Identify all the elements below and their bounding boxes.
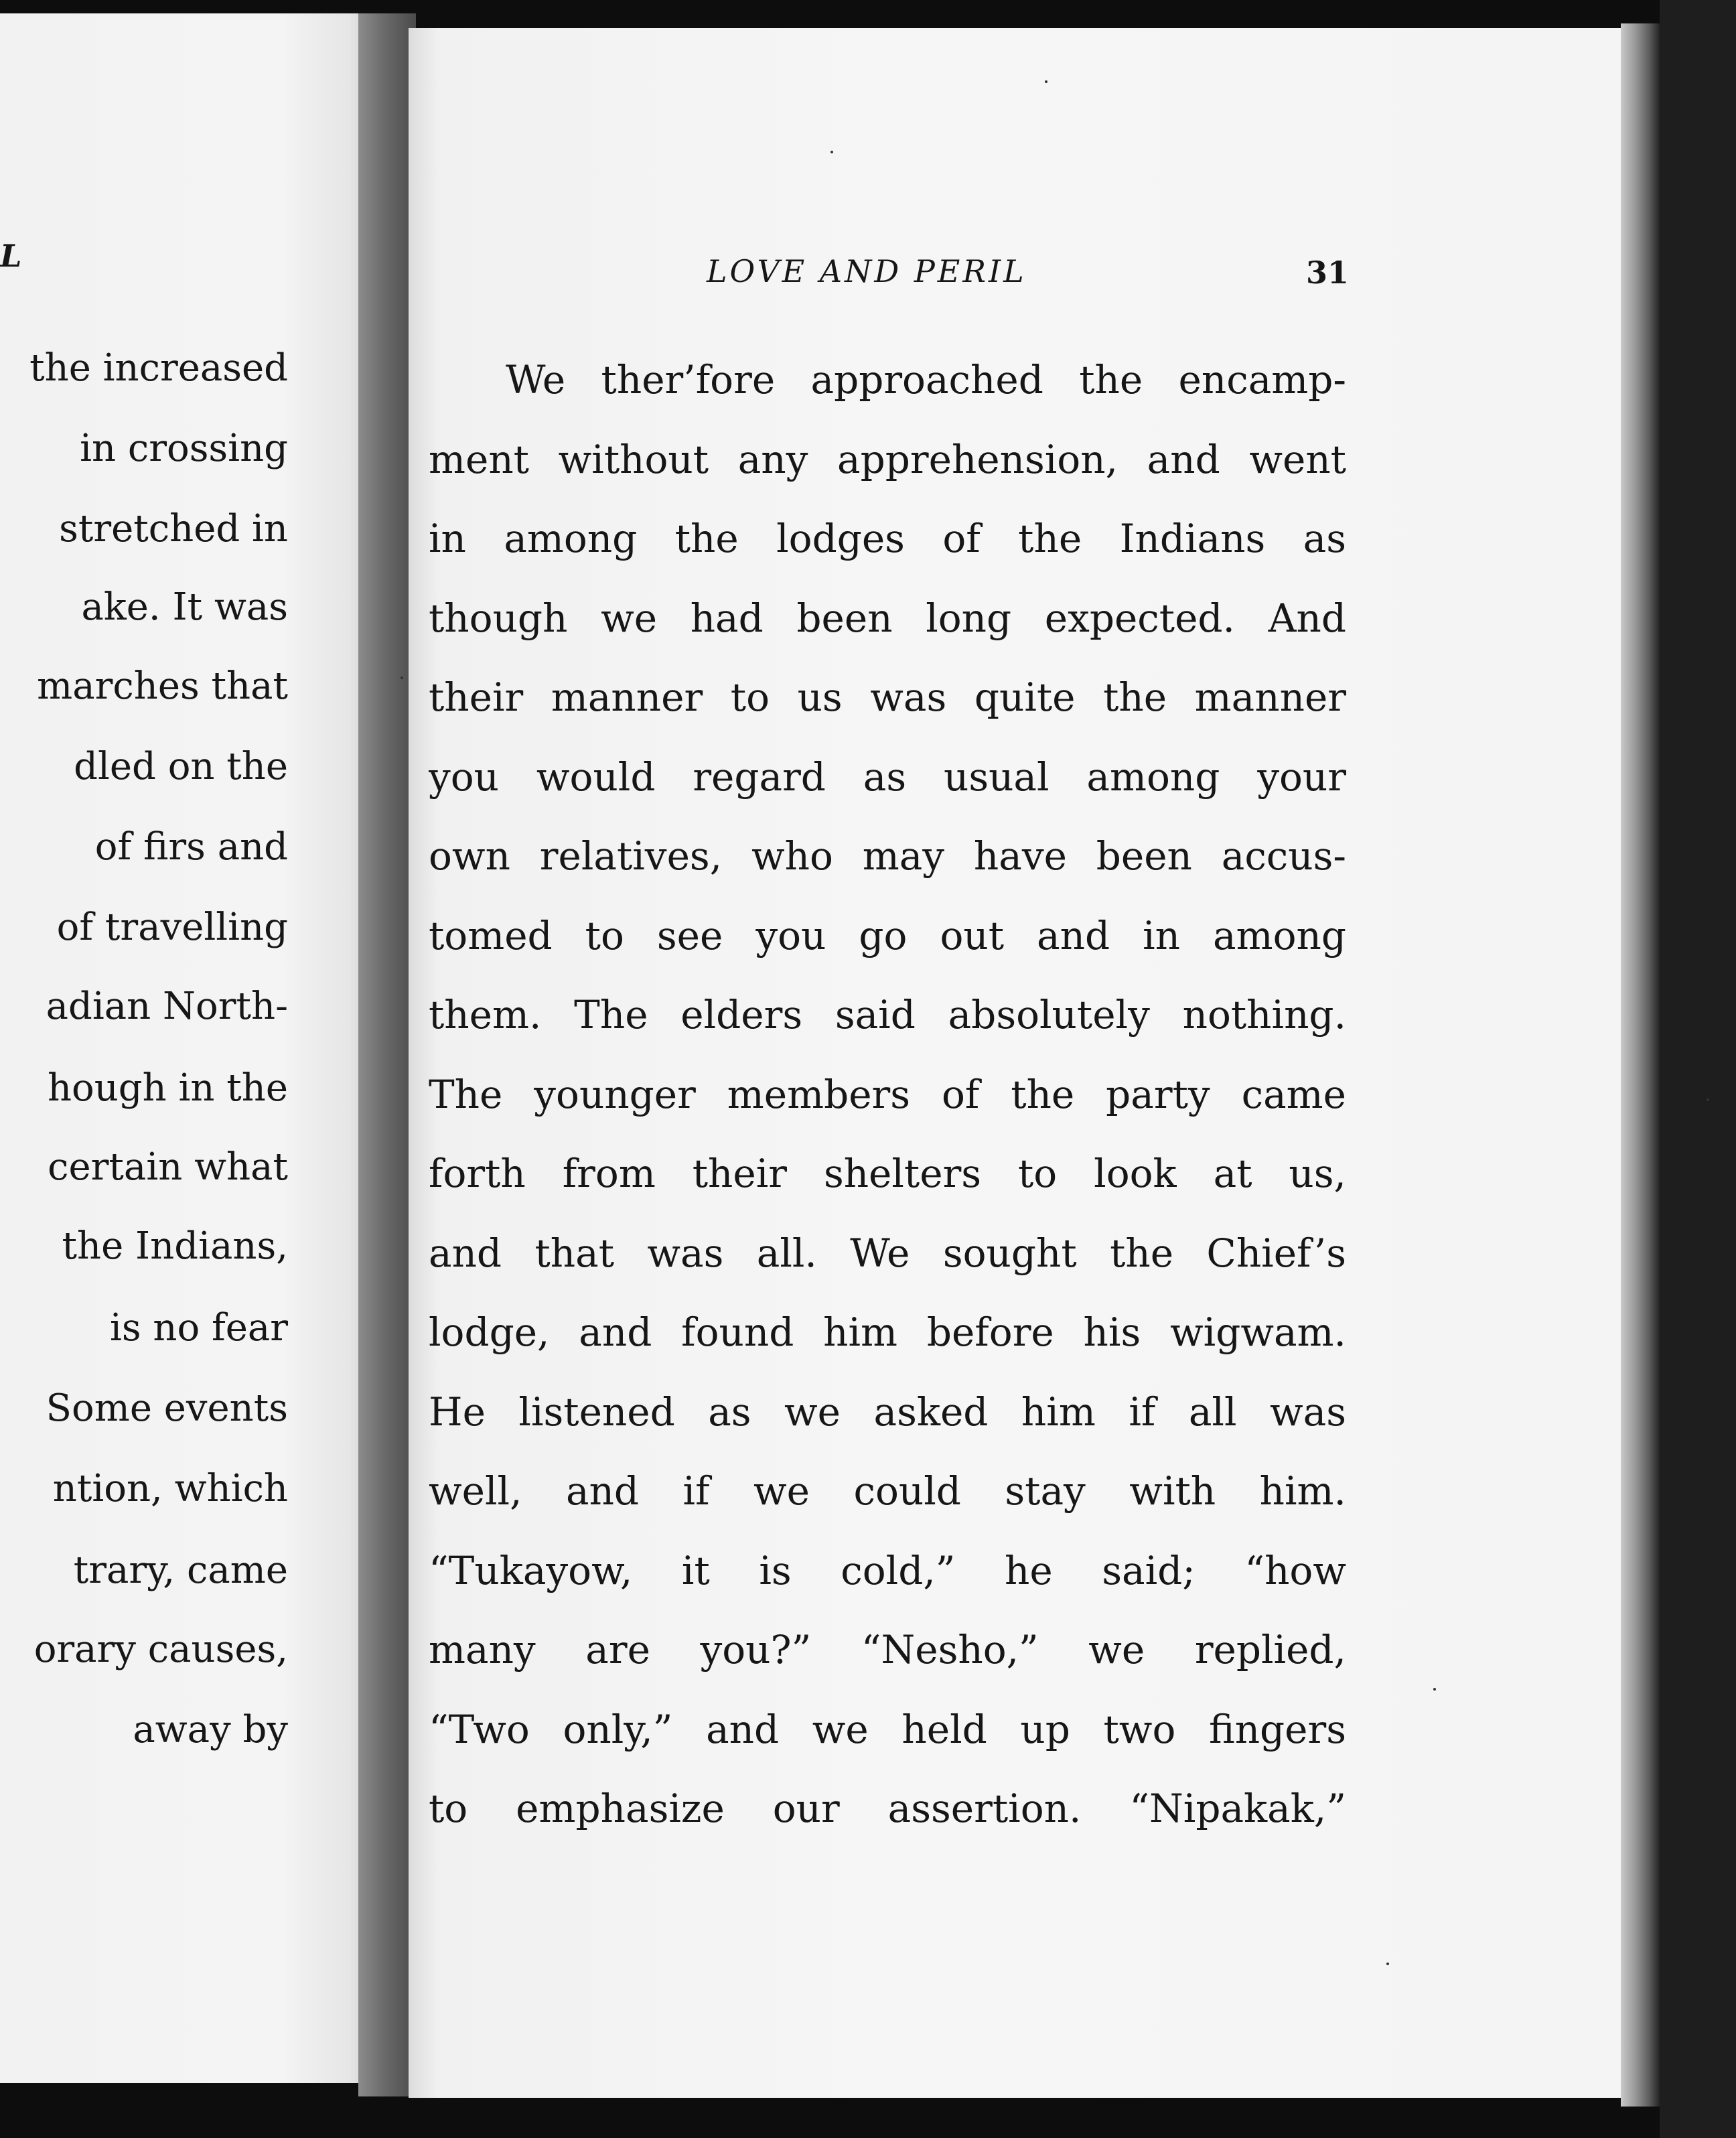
body-text-line: in among the lodges of the Indians as (429, 516, 1346, 561)
left-text-line: the Indians, (62, 1224, 288, 1268)
left-text-line: in crossing (80, 427, 288, 470)
running-head: LOVE AND PERIL (707, 253, 1027, 289)
scan-speck (1386, 1963, 1389, 1965)
body-text-line: “Tukayow, it is cold,” he said; “how (429, 1547, 1346, 1593)
body-text-line: The younger members of the party came (429, 1071, 1346, 1117)
left-text-line: ake. It was (81, 585, 288, 629)
left-text-line: stretched in (59, 507, 288, 551)
scan-speck (1707, 1098, 1709, 1101)
scan-speck (830, 151, 833, 153)
page-edge-shadow (1621, 23, 1661, 2107)
left-text-line: the increased (29, 346, 288, 390)
left-text-line: marches that (37, 664, 288, 708)
body-text-line: you would regard as usual among your (429, 754, 1346, 800)
left-text-line: away by (133, 1708, 288, 1752)
body-text-line: ment without any apprehension, and went (429, 436, 1346, 482)
page-body-text (429, 340, 1346, 1849)
body-text-line: though we had been long expected. And (429, 595, 1346, 641)
body-text-line: many are you?” “Nesho,” we replied, (429, 1627, 1346, 1672)
left-text-line: orary causes, (33, 1628, 288, 1671)
scan-speck (401, 676, 403, 679)
scan-speck (1433, 1688, 1436, 1691)
left-text-line: trary, came (73, 1549, 288, 1592)
left-text-line: Some events (46, 1386, 288, 1430)
left-text-line: adian North- (46, 985, 288, 1028)
body-text-line: lodge, and found him before his wigwam. (429, 1309, 1346, 1355)
body-text-line: their manner to us was quite the manner (429, 674, 1346, 720)
body-text-line: and that was all. We sought the Chief’s (429, 1230, 1346, 1276)
left-text-line: of travelling (56, 906, 288, 949)
book-cover-edge (1660, 0, 1736, 2138)
body-text-line: forth from their shelters to look at us, (429, 1151, 1346, 1196)
book-gutter (358, 13, 416, 2096)
left-text-line: certain what (48, 1145, 288, 1189)
left-running-head: L (0, 238, 23, 274)
left-text-line: is no fear (109, 1306, 288, 1350)
body-text-line: them. The elders said absolutely nothing. (429, 992, 1346, 1038)
page-number: 31 (1306, 255, 1350, 291)
left-text-line: ntion, which (52, 1467, 288, 1510)
left-text-line: hough in the (47, 1066, 288, 1110)
body-text-line: own relatives, who may have been accus- (429, 833, 1346, 879)
left-page (0, 13, 375, 2083)
body-text-line: to emphasize our assertion. “Nipakak,” (429, 1786, 1346, 1831)
body-text-line: tomed to see you go out and in among (429, 912, 1346, 958)
scan-speck (1045, 80, 1047, 83)
body-text-line: We ther’fore approached the encamp- (506, 357, 1346, 403)
body-text-line: “Two only,” and we held up two fingers (429, 1706, 1346, 1752)
left-text-line: dled on the (74, 745, 288, 788)
left-text-line: of firs and (94, 825, 288, 869)
body-text-line: He listened as we asked him if all was (429, 1388, 1346, 1435)
body-text-line: well, and if we could stay with him. (429, 1468, 1346, 1514)
